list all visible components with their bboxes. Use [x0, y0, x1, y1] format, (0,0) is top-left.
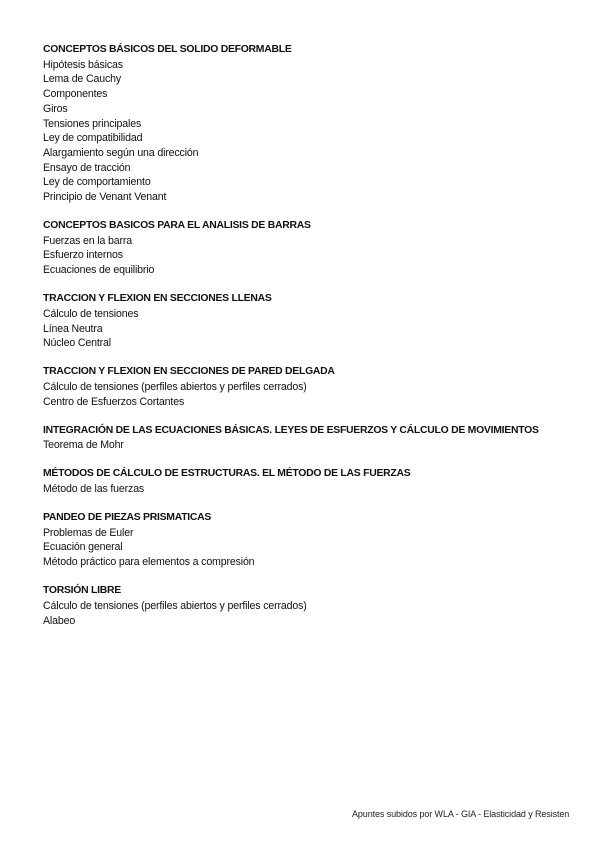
topic-item: Cálculo de tensiones (perfiles abiertos y perfiles cerrados)	[43, 380, 307, 393]
topic-item: Giros	[43, 102, 68, 115]
topic-item: Componentes	[43, 88, 108, 101]
topic-list	[43, 599, 588, 628]
topic-item: Método práctico para elementos a compresión	[43, 556, 255, 569]
section-metodo-fuerzas	[43, 467, 588, 496]
topic-item: Ensayo de tracción	[43, 161, 131, 174]
topic-item: Hipótesis básicas	[43, 58, 123, 71]
section-heading: PANDEO DE PIEZAS PRISMATICAS	[43, 512, 212, 524]
topic-item: Método de las fuerzas	[43, 483, 145, 496]
topic-item: Principio de Venant Venant	[43, 191, 167, 204]
topic-item: Núcleo Central	[43, 337, 111, 350]
topic-item: Ecuaciones de equilibrio	[43, 264, 155, 277]
topic-item: Fuerzas en la barra	[43, 234, 133, 247]
topic-item: Problemas de Euler	[43, 526, 134, 539]
section-heading: CONCEPTOS BASICOS PARA EL ANALISIS DE BARRAS	[43, 220, 311, 232]
topic-list	[43, 482, 588, 497]
topic-item: Tensiones principales	[43, 117, 142, 130]
topic-item: Ecuación general	[43, 541, 123, 554]
topic-list	[43, 307, 588, 351]
section-heading: CONCEPTOS BÁSICOS DEL SOLIDO DEFORMABLE	[43, 44, 292, 55]
topic-item: Lema de Cauchy	[43, 73, 121, 86]
document-body	[43, 43, 588, 643]
section-solido-deformable	[43, 43, 588, 205]
topic-item: Centro de Esfuerzos Cortantes	[43, 395, 185, 408]
topic-list	[43, 58, 588, 205]
topic-list	[43, 234, 588, 278]
topic-item: Cálculo de tensiones (perfiles abiertos y perfiles cerrados)	[43, 599, 307, 612]
topic-item: Ley de compatibilidad	[43, 132, 143, 145]
section-ecuaciones-basicas	[43, 424, 588, 453]
topic-item: Línea Neutra	[43, 322, 103, 335]
topic-item: Teorema de Mohr	[43, 439, 124, 452]
section-secciones-llenas	[43, 292, 588, 351]
topic-item: Alargamiento según una dirección	[43, 146, 199, 159]
topic-list	[43, 526, 588, 570]
topic-item: Esfuerzo internos	[43, 249, 123, 262]
section-heading: TORSIÓN LIBRE	[43, 585, 121, 597]
section-torsion-libre	[43, 584, 588, 628]
section-heading: MÉTODOS DE CÁLCULO DE ESTRUCTURAS. EL MÉTODO DE LAS FUERZAS	[43, 468, 411, 480]
section-analisis-barras	[43, 219, 588, 278]
section-heading: TRACCION Y FLEXION EN SECCIONES LLENAS	[43, 293, 272, 305]
topic-item: Ley de comportamiento	[43, 176, 151, 189]
topic-list	[43, 380, 588, 409]
section-heading: TRACCION Y FLEXION EN SECCIONES DE PARED DELGADA	[43, 366, 335, 378]
page-footer: Apuntes subidos por WLA - GIA - Elasticidad y Resisten	[352, 809, 570, 819]
topic-list	[43, 438, 588, 453]
section-pared-delgada	[43, 365, 588, 409]
topic-item: Cálculo de tensiones	[43, 307, 139, 320]
topic-item: Alabeo	[43, 614, 76, 627]
section-heading: INTEGRACIÓN DE LAS ECUACIONES BÁSICAS. LEYES DE ESFUERZOS Y CÁLCULO DE MOVIMIENTOS	[43, 424, 539, 436]
section-pandeo	[43, 511, 588, 570]
